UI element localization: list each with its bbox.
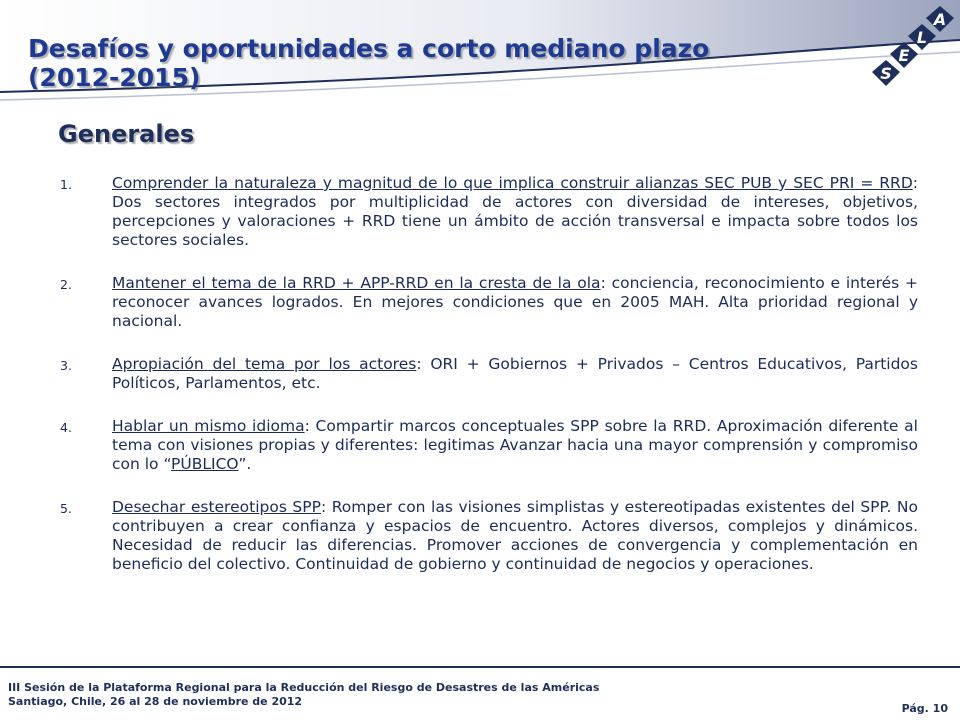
- item-text: : Romper con las visiones simplistas y estereotipadas existentes del SPP. No contribuyen a crear confianza y espacios de encuentro. Actores diversos, complejos y dinámicos. Necesidad de reducir las diferencias. Promover acciones de convergencia y complementación en beneficio del colectivo. Continuidad de gobierno y continuidad de negocios y operaciones.: [112, 498, 918, 573]
- footer-event-line: III Sesión de la Plataforma Regional para la Reducción del Riesgo de Desastres de las Américas: [8, 681, 600, 694]
- list-item: [60, 274, 918, 331]
- item-lead: Apropiación del tema por los actores: [112, 355, 417, 373]
- logo-letter-l: L: [916, 28, 928, 47]
- section-heading: Generales: [58, 120, 195, 148]
- item-text: : ORI + Gobiernos + Privados – Centros Educativos, Partidos Políticos, Parlamentos, etc.: [112, 355, 918, 392]
- list-item: [60, 355, 918, 393]
- logo-diamond-s: [872, 60, 900, 86]
- item-text: : Dos sectores integrados por multiplicidad de actores con diversidad de intereses, objetivos, percepciones y valoraciones + RRD tiene un ámbito de acción transversal e impacta sobre todos los sectores sociales.: [112, 174, 918, 249]
- logo-letter-e: E: [898, 46, 910, 65]
- footer-caption: [8, 681, 599, 709]
- page-number: Pág. 10: [901, 702, 948, 715]
- item-number: 4.: [60, 420, 72, 435]
- item-lead: Comprender la naturaleza y magnitud de lo que implica construir alianzas SEC PUB y SEC PRI = RRD: [112, 174, 913, 192]
- item-number: 2.: [60, 277, 72, 292]
- item-text: : conciencia, reconocimiento e interés + reconocer avances logrados. En mejores condiciones que en 2005 MAH. Alta prioridad regional y nacional.: [112, 274, 919, 330]
- item-text: : Compartir marcos conceptuales SPP sobre la RRD. Aproximación diferente al tema con visiones propias y diferentes: legitimas Avanzar hacia una mayor comprensión y compromiso con lo “: [112, 417, 918, 473]
- item-number: 1.: [60, 177, 72, 192]
- item-lead: Desechar estereotipos SPP: [112, 498, 321, 516]
- item-number: 5.: [60, 501, 72, 516]
- list-item: [60, 498, 918, 574]
- logo-letter-s: S: [880, 64, 892, 83]
- logo-diamond-e: [890, 42, 918, 68]
- list-item: [60, 174, 918, 250]
- logo-diamond-l: [908, 24, 936, 50]
- item-lead: Hablar un mismo idioma: [112, 417, 305, 435]
- footer-divider: [0, 666, 960, 668]
- numbered-list: [60, 174, 918, 574]
- item-tail: ”.: [238, 455, 252, 473]
- logo-letter-a: A: [933, 10, 947, 29]
- list-item: [60, 417, 918, 474]
- footer-place-line: Santiago, Chile, 26 al 28 de noviembre de 2012: [8, 695, 303, 708]
- slide-title: Desafíos y oportunidades a corto mediano plazo (2012-2015): [28, 34, 710, 92]
- item-underlined-word: PÚBLICO: [171, 455, 239, 473]
- logo-diamond-a: [926, 6, 954, 32]
- item-number: 3.: [60, 358, 72, 373]
- item-lead: Mantener el tema de la RRD + APP-RRD en la cresta de la ola: [112, 274, 601, 292]
- ales-logo: [852, 4, 956, 104]
